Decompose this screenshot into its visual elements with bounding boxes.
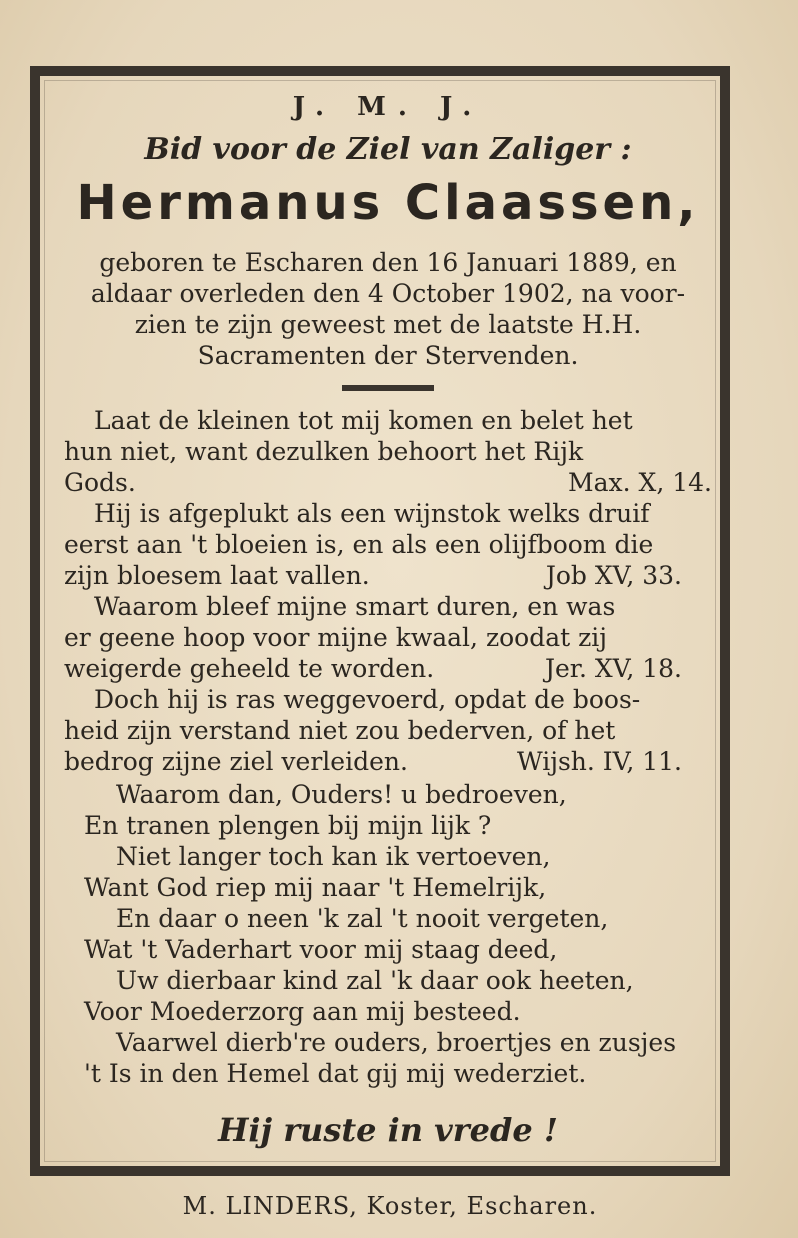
poem-line: Voor Moederzorg aan mij besteed. xyxy=(84,997,521,1026)
verse-line: Doch hij is ras weggevoerd, opdat de boos- xyxy=(94,685,641,714)
verse-line: hun niet, want dezulken behoort het Rijk xyxy=(64,437,584,466)
poem-block xyxy=(58,779,718,1089)
verse-line: Hij is afgeplukt als een wijnstok welks druif xyxy=(94,499,650,528)
poem-line: Waarom dan, Ouders! u bedroeven, xyxy=(116,780,567,809)
printer-imprint: M. LINDERS, Koster, Escharen. xyxy=(182,1192,598,1220)
poem-line: 't Is in den Hemel dat gij mij wederziet. xyxy=(84,1059,587,1088)
birth-line: aldaar overleden den 4 October 1902, na voor- xyxy=(90,279,686,308)
poem-line: En tranen plengen bij mijn lijk ? xyxy=(84,811,492,840)
jmj-heading: J. M. J. xyxy=(292,92,484,122)
verse-line: Laat de kleinen tot mij komen en belet het xyxy=(94,406,633,435)
card-content xyxy=(58,92,718,1149)
poem-line: Wat 't Vaderhart voor mij staag deed, xyxy=(84,935,558,964)
prayer-heading: Bid voor de Ziel van Zaliger : xyxy=(144,132,632,167)
poem-line: En daar o neen 'k zal 't nooit vergeten, xyxy=(116,904,609,933)
birth-line: Sacramenten der Stervenden. xyxy=(197,341,579,370)
poem-line: Vaarwel dierb're ouders, broertjes en zusjes xyxy=(116,1028,677,1057)
verse-reference: Jer. XV, 18. xyxy=(544,654,682,683)
verse-final-line xyxy=(64,746,712,777)
verse-reference: Max. X, 14. xyxy=(568,468,712,497)
verse-final-line xyxy=(64,467,712,498)
verse-block xyxy=(58,405,718,777)
poem-line: Uw dierbaar kind zal 'k daar ook heeten, xyxy=(116,966,634,995)
birth-death-text xyxy=(78,247,698,371)
verse-text: weigerde geheeld te worden. xyxy=(64,654,435,683)
verse-reference: Job XV, 33. xyxy=(545,561,682,590)
closing-blessing: Hij ruste in vrede ! xyxy=(218,1111,558,1149)
poem-line: Niet langer toch kan ik vertoeven, xyxy=(116,842,551,871)
verse-line: er geene hoop voor mijne kwaal, zoodat zij xyxy=(64,623,608,652)
poem-line: Want God riep mij naar 't Hemelrijk, xyxy=(84,873,547,902)
birth-line: geboren te Escharen den 16 Januari 1889, en xyxy=(99,248,677,277)
birth-line: zien te zijn geweest met de laatste H.H. xyxy=(134,310,642,339)
verse-line: Waarom bleef mijne smart duren, en was xyxy=(94,592,616,621)
verse-text: zijn bloesem laat vallen. xyxy=(64,561,370,590)
verse-line: eerst aan 't bloeien is, en als een olijfboom die xyxy=(64,530,654,559)
verse-text: Gods. xyxy=(64,468,136,497)
deceased-name: Hermanus Claassen, xyxy=(76,175,700,231)
divider-rule xyxy=(342,385,434,391)
verse-text: bedrog zijne ziel verleiden. xyxy=(64,747,408,776)
verse-reference: Wijsh. IV, 11. xyxy=(516,747,682,776)
verse-line: heid zijn verstand niet zou bederven, of het xyxy=(64,716,616,745)
verse-final-line xyxy=(64,653,712,684)
verse-final-line xyxy=(64,560,712,591)
